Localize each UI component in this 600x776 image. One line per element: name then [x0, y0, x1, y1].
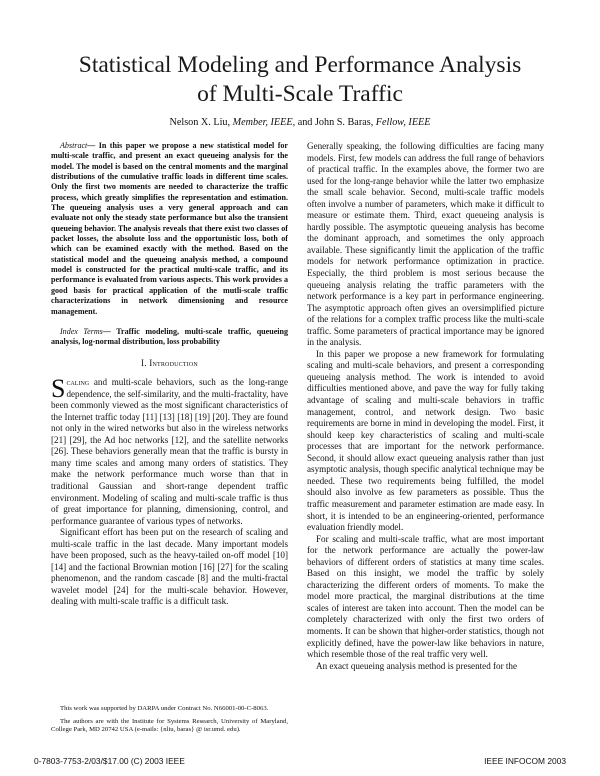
footnote-affiliation: The authors are with the Institute for Systems Research, University of Maryland, College Park, MD 20742 USA (e-mails: {nliu, baras} @ isr.umd. edu).	[51, 718, 288, 734]
intro-paragraph-2: Significant effort has been put on the research of scaling and multi-scale traffic in the last decade. Many important models have been proposed, such as the heavy-tailed on-off model [10] [14] and the factional Brownian motion [16] [27] for the scaling phenomenon, and the random cascade [8] and the multi-fractal wavelet model [24] for the multi-scale behavior. However, dealing with multi-scale traffic is a difficult task.	[51, 527, 288, 607]
author-1-role: Member, IEEE,	[232, 117, 296, 128]
right-column	[307, 141, 544, 672]
section-title-first: I	[149, 357, 153, 368]
author-line	[40, 117, 560, 129]
footer-conference: IEEE INFOCOM 2003	[484, 756, 566, 766]
abstract-lead: Abstract	[60, 141, 88, 150]
left-column	[51, 141, 288, 608]
index-terms-text: — Traffic modeling, multi-scale traffic, queueing analysis, log-normal distribution, loss probability	[51, 326, 288, 347]
section-title-rest: ntroduction	[152, 357, 198, 368]
intro-paragraph-1	[51, 374, 289, 527]
author-join: and John S. Baras,	[297, 117, 374, 128]
title-line-1: Statistical Modeling and Performance Analysis	[78, 52, 522, 78]
drop-cap-rest: caling	[66, 377, 90, 388]
title-line-2: of Multi-Scale Traffic	[197, 81, 403, 107]
abstract-text: — In this paper we propose a new statistical model for multi-scale traffic, and present an exact queueing analysis for the model. The model is based on the central moments and the marginal distributions of the cumulative traffic loads in different time scales. Only the first two moments are needed to characterize the traffic process, which greatly simplifies the representation and estimation. The queueing analysis uses a very general approach and can evaluate not only the steady state performance but also the transient queueing behavior. The analysis reveals that there exist two classes of packet losses, the absolute loss and the opportunistic loss, both of which can be examined exactly with the method. Based on the statistical model and the queueing analysis method, a compound model is constructed for the practical multi-scale traffic, and its performance is evaluated from various aspects. This work provides a good basis for practical application of the mutli-scale traffic characterizations in network dimensioning and resource management.	[51, 141, 288, 316]
right-paragraph-2: In this paper we propose a new framework for formulating scaling and multi-scale behaviors, and present a corresponding queueing analysis method. The work is intended to avoid difficulties mentioned above, and pave the way for fully taking advantage of scaling and multi-scale behaviors in traffic management, control, and network design. Two basic requirements are borne in mind in developing the model. First, it should keep key characteristics of scaling and multi-scale processes that are important for the network performance. Second, it should allow exact queueing analysis rather than just asymptotic analysis, though specific analytical technique may be needed. These two requirements being fulfilled, the model should also involve as few parameters as possible. Thus the traffic measurement and parameter estimation are made easy. In short, it is intended to be an engineering-oriented, performance evaluation friendly model.	[307, 348, 544, 533]
author-1-name: Nelson X. Liu,	[169, 117, 231, 128]
abstract	[51, 141, 288, 317]
paper-title	[40, 51, 560, 109]
footer-copyright: 0-7803-7753-2/03/$17.00 (C) 2003 IEEE	[34, 756, 185, 766]
index-terms-lead: Index Terms	[60, 326, 103, 336]
footnote-funding: This work was supported by DARPA under Contract No. N66001-00-C-8063.	[60, 705, 269, 712]
footnotes	[51, 705, 288, 740]
right-paragraph-1: Generally speaking, the following difficulties are facing many models. First, few models can address the full range of behaviors of practical traffic. In the examples above, the former two are used for the long-range behavior while the latter two emphasize the small scale behavior. Second, multi-scale traffic models often involve a number of parameters, which make it difficult to measure or estimate them. Third, exact queueing analysis is hardly possible. The asymptotic queueing analysis has become the dominant approach, and sometimes the only approach available. These significantly limit the application of the traffic models for network performance optimization in practice. Especially, the third problem is most serious because the queueing analysis relating the traffic parameters with the network performance is a key part in performance engineering. The asymptotic approach often gives an oversimplified picture of the relations for a complex traffic process like the multi-scale traffic. Some parameters of practical importance may be ignored in the analysis.	[307, 141, 544, 348]
intro-paragraph-1-text: and multi-scale behaviors, such as the long-range dependence, the self-similarity, and the multi-fractality, have been commonly viewed as the most significant characteristics of the Internet traffic today [11] [13] [18] [19] [20]. They are found not only in the wired networks but also in the wireless networks [21] [29], the Ad hoc networks [12], and the satellite networks [26]. These behaviors generally mean that the traffic is bursty in many time scales and among many orders of statistics. They make the network performance much worse than that in traditional Gaussian and short-range dependent traffic environment. Modeling of scaling and multi-scale traffic is thus of great importance for planning, dimensioning, control, and performance guarantee of various types of networks.	[51, 377, 289, 526]
index-terms	[51, 327, 288, 348]
section-number: I.	[141, 357, 147, 368]
drop-cap: S	[51, 374, 66, 404]
author-2-role: Fellow, IEEE	[375, 117, 431, 128]
right-paragraph-4: An exact queueing analysis method is presented for the	[316, 660, 518, 671]
section-heading-introduction	[51, 358, 288, 370]
right-paragraph-3: For scaling and multi-scale traffic, what are most important for the network performance are actually the power-law behaviors of different orders of statistics at many time scales. Based on this insight, we model the traffic by solely characterizing the different orders of moments. To make the model more practical, the marginal distributions at the time scales of interest are taken into account. Then the model can be completely characterized with only the first two orders of moments. It can be shown that higher-order statistics, though not explicitly defined, have the power-law like behaviors in nature, which resemble those of the real traffic very well.	[307, 533, 544, 660]
page-footer	[0, 756, 600, 768]
